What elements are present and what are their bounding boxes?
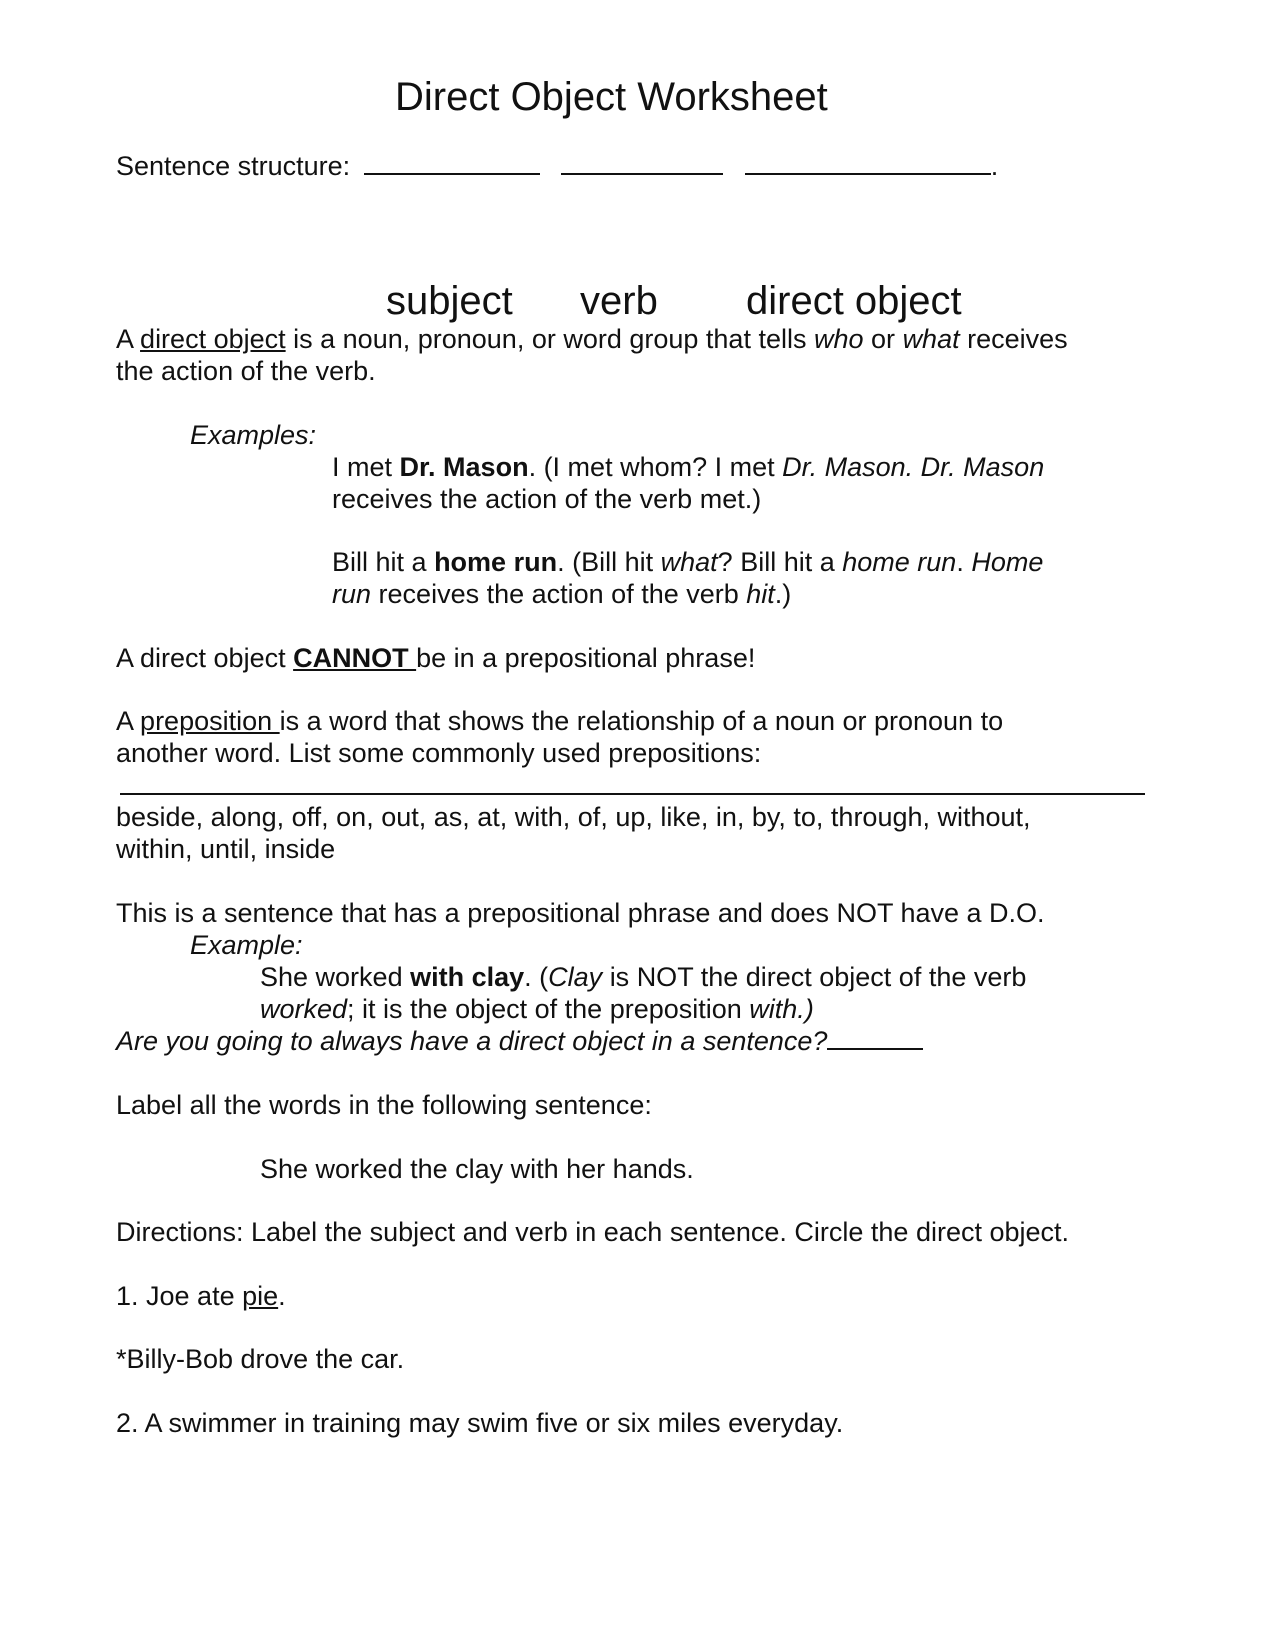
preposition-list-line-1: beside, along, off, on, out, as, at, with, of, up, like, in, by, to, through, without, (116, 802, 1031, 832)
item-1-direct-object: pie (242, 1281, 279, 1311)
no-do-with: with.) (749, 994, 814, 1024)
ex2-homerun: home run (842, 547, 957, 577)
preposition-line-1 (116, 705, 1003, 737)
definition-or: or (871, 324, 896, 354)
no-do-statement: This is a sentence that has a prepositional phrase and does NOT have a D.O. (116, 898, 1045, 928)
item-1 (116, 1280, 286, 1312)
example-1-line-1 (332, 451, 1044, 483)
prepositions-answer-blank[interactable] (120, 793, 1145, 795)
verb-blank[interactable] (561, 151, 723, 175)
definition-article: A (116, 324, 133, 354)
page-title: Direct Object Worksheet (395, 75, 828, 119)
preposition-article: A (116, 706, 133, 736)
structure-end-period: . (990, 151, 999, 181)
label-direct-object: direct object (746, 279, 962, 323)
definition-line-1 (116, 323, 1068, 355)
label-verb: verb (580, 279, 658, 323)
direct-object-blank[interactable] (745, 151, 991, 175)
definition-text: is a noun, pronoun, or word group that tells (293, 324, 807, 354)
definition-who: who (813, 324, 864, 354)
no-do-clay: Clay (548, 962, 603, 992)
ex2-run: run (332, 579, 372, 609)
no-do-example-heading: Example: (190, 930, 303, 960)
sentence-structure-label: Sentence structure: (116, 151, 351, 181)
cannot-pre: A direct object (116, 643, 286, 673)
ex2-end: .) (774, 579, 792, 609)
no-do-example-line-2 (260, 993, 814, 1025)
no-do-example-line-1 (260, 961, 1026, 993)
cannot-bold: CANNOT (293, 643, 417, 673)
label-task-sentence: She worked the clay with her hands. (260, 1154, 694, 1184)
definition-what: what (902, 324, 960, 354)
label-task-instruction: Label all the words in the following sentence: (116, 1090, 652, 1120)
example-1-line-2: receives the action of the verb met.) (332, 484, 762, 514)
no-do-worked: worked (260, 994, 348, 1024)
cannot-post: be in a prepositional phrase! (416, 643, 756, 673)
directions: Directions: Label the subject and verb in each sentence. Circle the direct object. (116, 1217, 1070, 1247)
example-2-line-2 (332, 578, 791, 610)
ex2-pre: Bill hit a (332, 547, 427, 577)
no-do-p2: is NOT the direct object of the verb (609, 962, 1027, 992)
examples-heading: Examples: (190, 420, 317, 450)
preposition-term: preposition (140, 706, 280, 736)
ex2-line2: receives the action of the verb (378, 579, 739, 609)
preposition-line-2: another word. List some commonly used prepositions: (116, 738, 762, 768)
ex1-post: . (I met whom? I met (528, 452, 775, 482)
preposition-text: is a word that shows the relationship of a noun or pronoun to (279, 706, 1004, 736)
question-text: Are you going to always have a direct object in a sentence? (116, 1026, 828, 1056)
cannot-line (116, 642, 755, 674)
ex2-what: what (660, 547, 718, 577)
no-do-p3: ; it is the object of the preposition (347, 994, 742, 1024)
question-answer-blank[interactable] (827, 1026, 923, 1050)
label-subject: subject (386, 279, 513, 323)
sentence-structure-line (116, 150, 998, 182)
preposition-list-line-2: within, until, inside (116, 834, 336, 864)
ex1-pre: I met (332, 452, 393, 482)
item-1-text: 1. Joe ate (116, 1281, 235, 1311)
no-do-bold: with clay (410, 962, 525, 992)
ex2-post: . (Bill hit (557, 547, 654, 577)
question-line (116, 1025, 923, 1057)
ex2-bold: home run (434, 547, 558, 577)
ex2-home: Home (971, 547, 1044, 577)
ex2-dot: . (956, 547, 964, 577)
item-1-end: . (278, 1281, 286, 1311)
ex1-italic: Dr. Mason. Dr. Mason (782, 452, 1045, 482)
item-star: *Billy-Bob drove the car. (116, 1344, 405, 1374)
ex2-hit: hit (746, 579, 775, 609)
ex1-bold: Dr. Mason (399, 452, 529, 482)
subject-blank[interactable] (364, 151, 540, 175)
definition-term: direct object (140, 324, 286, 354)
item-2: 2. A swimmer in training may swim five or six miles everyday. (116, 1408, 844, 1438)
no-do-pre: She worked (260, 962, 403, 992)
definition-line-2: the action of the verb. (116, 356, 376, 386)
ex2-mid: ? Bill hit a (717, 547, 835, 577)
no-do-p1: . ( (524, 962, 549, 992)
example-2-line-1 (332, 546, 1043, 578)
definition-receives: receives (967, 324, 1068, 354)
